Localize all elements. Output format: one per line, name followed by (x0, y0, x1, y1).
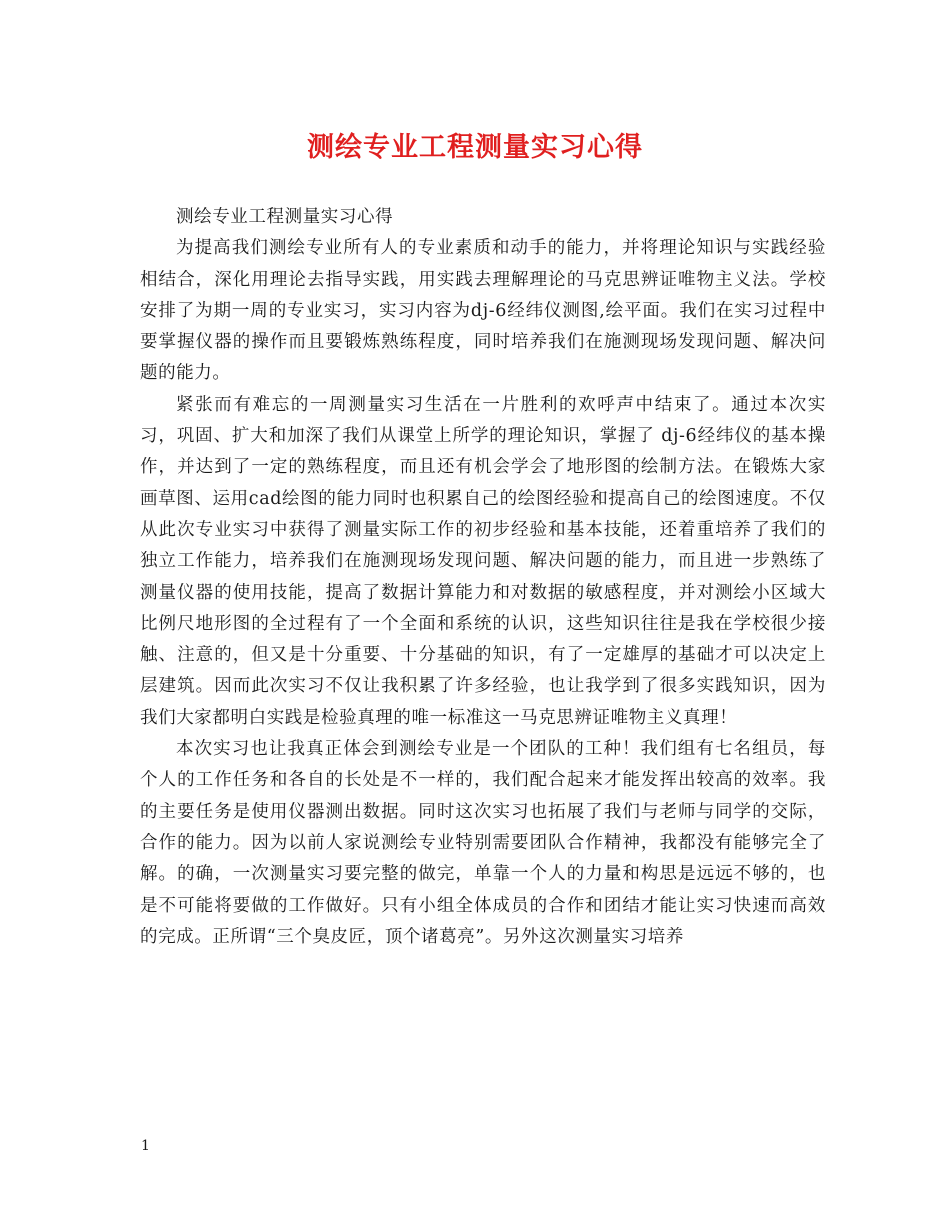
paragraph-teamwork: 本次实习也让我真正体会到测绘专业是一个团队的工种！我们组有七名组员，每个人的工作任务和各自的长处是不一样的，我们配合起来才能发挥出较高的效率。我的主要任务是使用仪器测出数据。同时这次实习也拓展了我们与老师与同学的交际，合作的能力。因为以前人家说测绘专业特别需要团队合作精神，我都没有能够完全了解。的确，一次测量实习要完整的做完，单靠一个人的力量和构思是远远不够的，也是不可能将要做的工作做好。只有小组全体成员的合作和团结才能让实习快速而高效的完成。正所谓“三个臭皮匠，顶个诸葛亮”。另外这次测量实习培养 (140, 739, 826, 947)
document-title: 测绘专业工程测量实习心得 (307, 132, 643, 163)
paragraph-intro: 为提高我们测绘专业所有人的专业素质和动手的能力，并将理论知识与实践经验相结合，深化用理论去指导实践，用实践去理解理论的马克思辨证唯物主义法。学校安排了为期一周的专业实习，实习内容为dj-6经纬仪测图,绘平面。我们在实习过程中要掌握仪器的操作而且要锻炼熟练程度，同时培养我们在施测现场发现问题、解决问题的能力。 (140, 238, 826, 384)
document-body (140, 202, 826, 953)
paragraph-subtitle: 测绘专业工程测量实习心得 (176, 207, 394, 227)
page-number: 1 (141, 1138, 150, 1154)
paragraph-experience: 紧张而有难忘的一周测量实习生活在一片胜利的欢呼声中结束了。通过本次实习，巩固、扩大和加深了我们从课堂上所学的理论知识，掌握了 dj-6经纬仪的基本操作，并达到了一定的熟练程度，而且还有机会学会了地形图的绘制方法。在锻炼大家画草图、运用cad绘图的能力同时也积累自己的绘图经验和提高自己的绘图速度。不仅从此次专业实习中获得了测量实际工作的初步经验和基本技能，还着重培养了我们的独立工作能力，培养我们在施测现场发现问题、解决问题的能力，而且进一步熟练了测量仪器的使用技能，提高了数据计算能力和对数据的敏感程度，并对测绘小区域大比例尺地形图的全过程有了一个全面和系统的认识，这些知识往往是我在学校很少接触、注意的，但又是十分重要、十分基础的知识，有了一定雄厚的基础才可以决定上层建筑。因而此次实习不仅让我积累了许多经验，也让我学到了很多实践知识，因为我们大家都明白实践是检验真理的唯一标准这一马克思辨证唯物主义真理！ (140, 394, 826, 728)
